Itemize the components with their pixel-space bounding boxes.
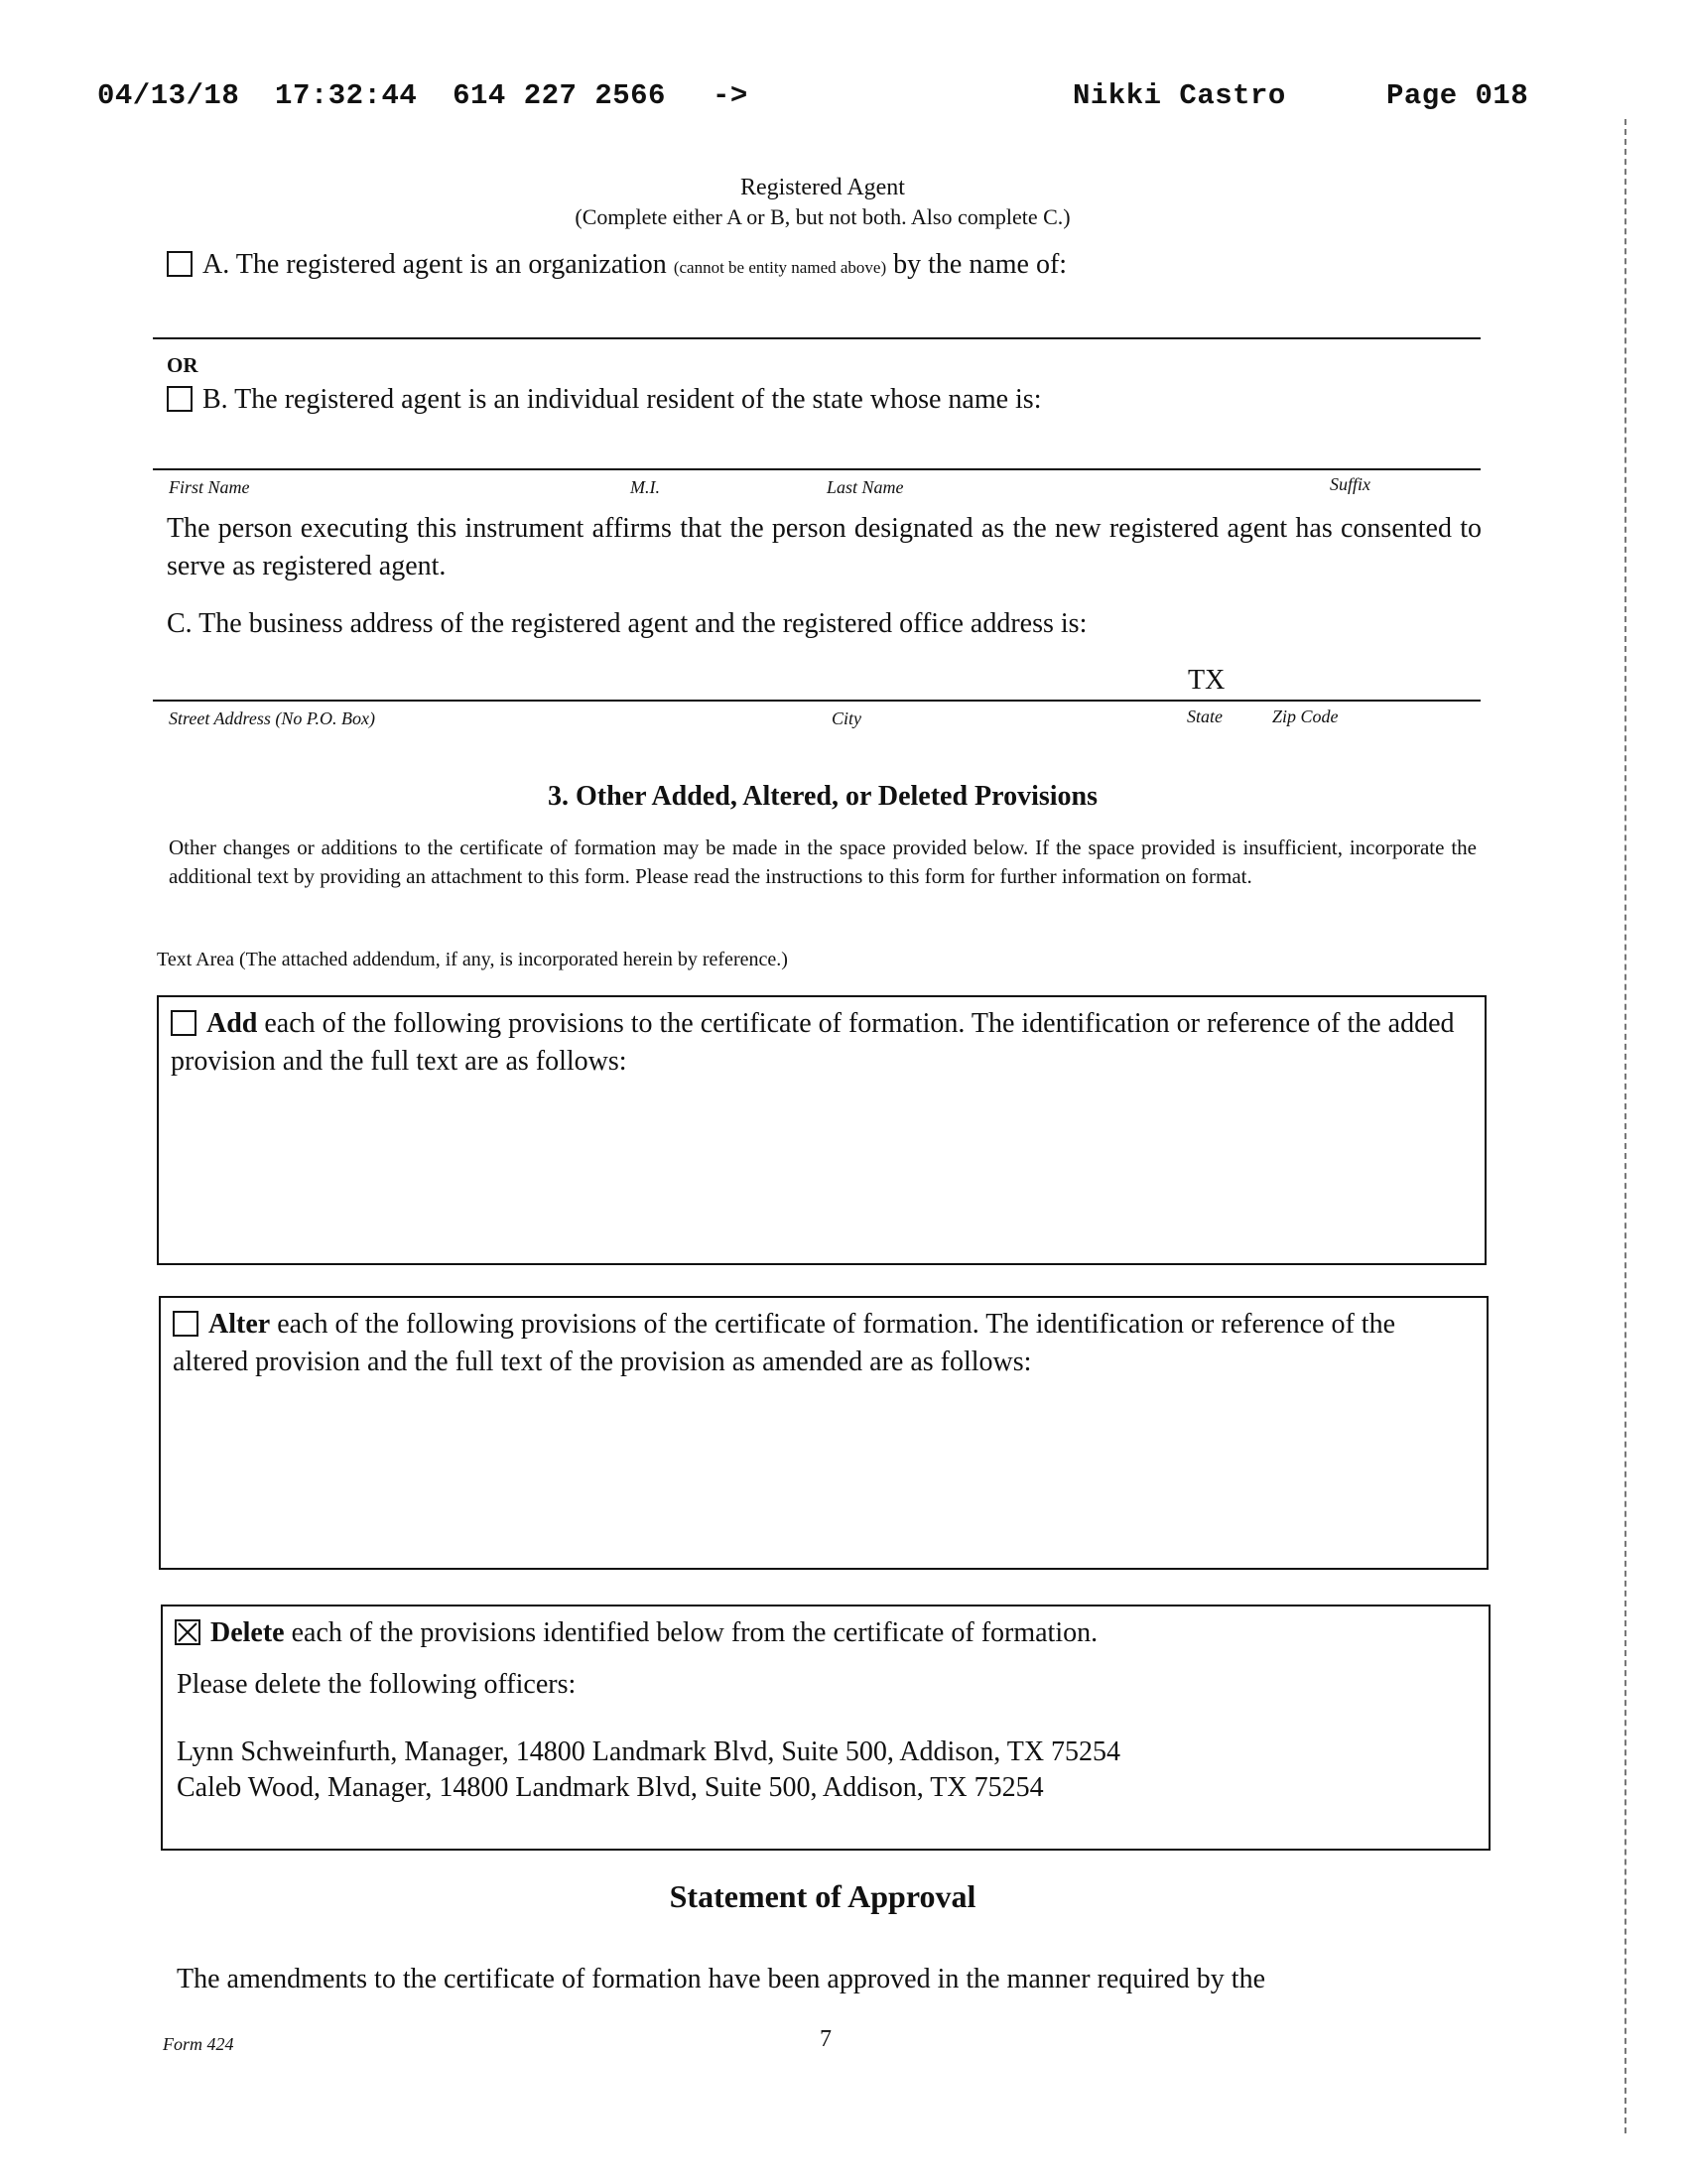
add-description: each of the following provisions to the certificate of formation. The identification or reference of the added provision and the full text are as follows: [171, 1008, 1455, 1077]
delete-keyword: Delete [210, 1617, 285, 1648]
zip-caption: Zip Code [1272, 707, 1339, 726]
mi-caption: M.I. [630, 477, 660, 497]
form-number: Form 424 [163, 2034, 234, 2054]
registered-agent-title: Registered Agent [740, 175, 905, 200]
add-checkbox[interactable] [171, 1010, 196, 1036]
option-b-text: B. The registered agent is an individual resident of the state whose name is: [202, 384, 1042, 415]
registered-agent-instructions: (Complete either A or B, but not both. Also complete C.) [575, 204, 1071, 229]
state-caption: State [1187, 707, 1223, 726]
fax-page: Page 018 [1386, 79, 1529, 112]
consent-text: The person executing this instrument affirms that the person designated as the new registered agent has consented to serve as registered agent. [167, 513, 1482, 581]
provisions-heading: 3. Other Added, Altered, or Deleted Provisions [547, 781, 1099, 812]
option-a-row [167, 246, 1067, 287]
checkmark-x-icon [177, 1621, 198, 1643]
fax-time: 17:32:44 [275, 79, 418, 112]
fax-date: 04/13/18 [97, 79, 240, 112]
delete-entry: Lynn Schweinfurth, Manager, 14800 Landmark Blvd, Suite 500, Addison, TX 75254 [177, 1736, 1121, 1767]
agent-name-line [153, 468, 1481, 470]
delete-description: each of the provisions identified below from the certificate of formation. [284, 1617, 1099, 1648]
address-line [153, 700, 1481, 702]
or-label: OR [167, 353, 198, 377]
state-value: TX [1188, 665, 1226, 696]
alter-provisions-box[interactable] [159, 1296, 1489, 1570]
organization-name-line [153, 337, 1481, 339]
text-area-label: Text Area (The attached addendum, if any, is incorporated herein by reference.) [157, 949, 788, 970]
last-name-caption: Last Name [827, 477, 904, 497]
approval-text: The amendments to the certificate of formation have been approved in the manner required by the [177, 1964, 1266, 1994]
fax-date-time-phone [97, 79, 666, 112]
approval-heading: Statement of Approval [669, 1878, 976, 1914]
alter-keyword: Alter [208, 1309, 271, 1340]
delete-entry: Caleb Wood, Manager, 14800 Landmark Blvd, Suite 500, Addison, TX 75254 [177, 1772, 1044, 1803]
page-number: 7 [820, 2026, 832, 2052]
city-caption: City [832, 708, 861, 728]
fax-arrow: -> [713, 79, 748, 112]
delete-instruction: Please delete the following officers: [177, 1669, 577, 1700]
alter-description: each of the following provisions of the certificate of formation. The identification or reference of the altered provision and the full text of the provision as amended are as follows: [173, 1309, 1396, 1377]
add-provisions-box[interactable] [157, 995, 1487, 1265]
option-c-text: C. The business address of the registered agent and the registered office address is: [167, 608, 1088, 639]
delete-provisions-box[interactable] [161, 1605, 1491, 1851]
fax-phone: 614 227 2566 [453, 79, 666, 112]
page-edge-artifact [1624, 119, 1626, 2133]
delete-checkbox[interactable] [175, 1619, 200, 1645]
option-a-lead: A. The registered agent is an organization [202, 249, 667, 280]
first-name-caption: First Name [169, 477, 250, 497]
option-b-row [167, 381, 1041, 419]
add-keyword: Add [206, 1008, 258, 1039]
provisions-intro: Other changes or additions to the certificate of formation may be made in the space provided below. If the space provided is insufficient, incorporate the additional text by providing an attachment to this form. Please read the instructions to this form for further information on format. [169, 835, 1477, 888]
delete-provisions-header [175, 1614, 1473, 1652]
street-caption: Street Address (No P.O. Box) [169, 708, 375, 728]
option-a-note: (cannot be entity named above) [673, 258, 887, 277]
suffix-caption: Suffix [1330, 474, 1370, 494]
option-b-checkbox[interactable] [167, 386, 193, 412]
fax-recipient: Nikki Castro [1073, 79, 1286, 112]
add-provisions-text [171, 1005, 1469, 1081]
alter-provisions-text [173, 1306, 1471, 1381]
option-a-tail: by the name of: [893, 249, 1068, 280]
option-a-checkbox[interactable] [167, 251, 193, 277]
alter-checkbox[interactable] [173, 1311, 198, 1337]
